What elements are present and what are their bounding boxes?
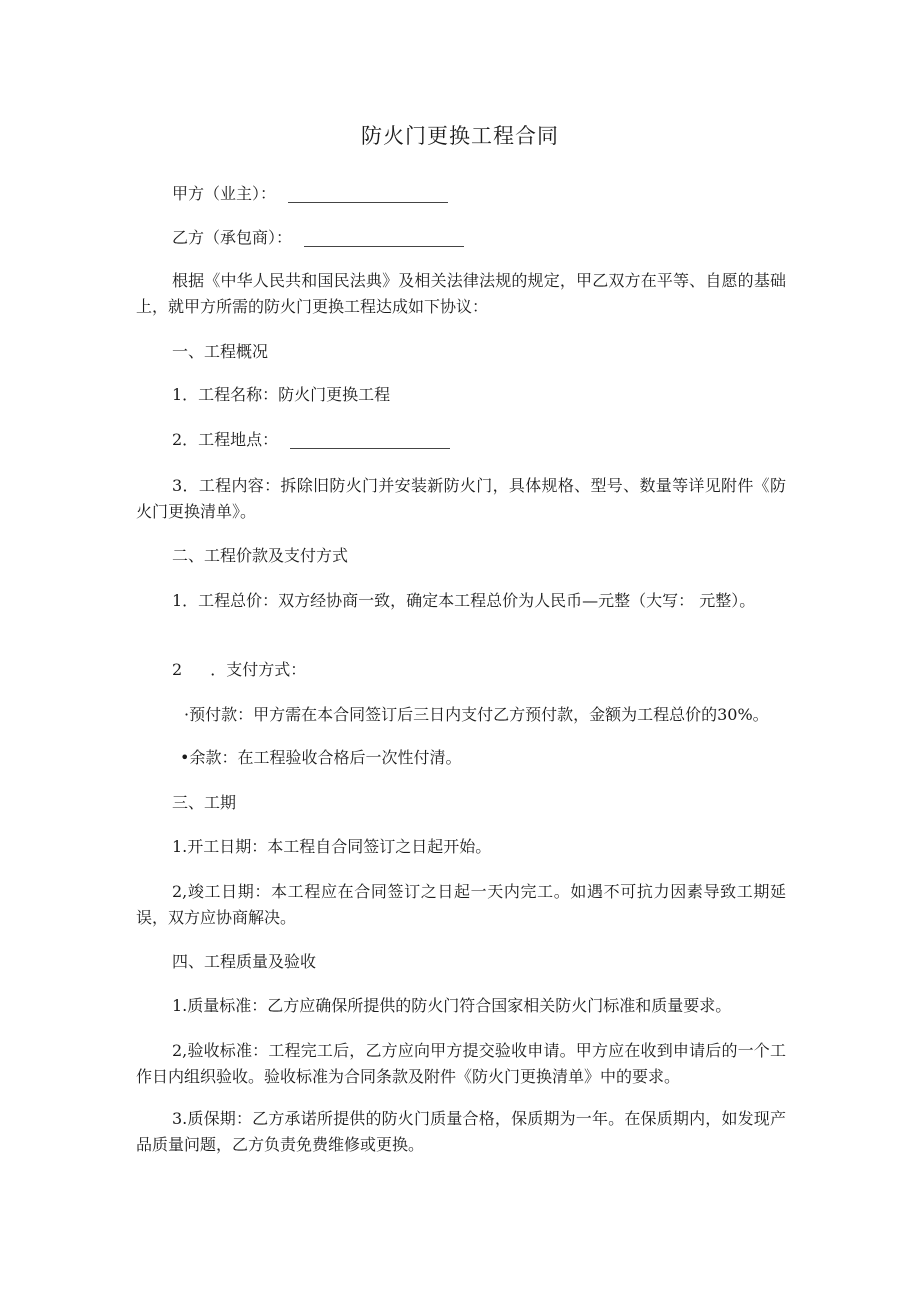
section3-heading: 三、工期: [172, 793, 237, 812]
section3-item2: 2,竣工日期：本工程应在合同签订之日起一天内完工。如遇不可抗力因素导致工期延误，双方应协商解决。: [136, 882, 786, 927]
party-b-line: [172, 225, 464, 251]
party-a-label: 甲方（业主）：: [172, 184, 277, 203]
section4-item2: 2,验收标准：工程完工后，乙方应向甲方提交验收申请。甲方应在收到申请后的一个工作日内组织验收。验收标准为合同条款及附件《防火门更换清单》中的要求。: [136, 1041, 786, 1086]
section2-item1: 1．工程总价：双方经协商一致，确定本工程总价为人民币—元整（大写： 元整）。: [172, 591, 756, 610]
project-location-blank: [290, 432, 450, 449]
project-location-label: 2．工程地点：: [172, 430, 279, 449]
payment-method-label: ．支付方式：: [210, 660, 307, 679]
intro-paragraph: 根据《中华人民共和国民法典》及相关法律法规的规定，甲乙双方在平等、自愿的基础上，就甲方所需的防火门更换工程达成如下协议：: [136, 271, 786, 316]
bullet-balance-payment: •余款：在工程验收合格后一次性付清。: [180, 748, 462, 767]
bullet-advance-payment: ·预付款：甲方需在本合同签订后三日内支付乙方预付款，金额为工程总价的30%。: [184, 705, 769, 724]
document-title: 防火门更换工程合同: [361, 124, 559, 148]
section4-item1: 1.质量标准：乙方应确保所提供的防火门符合国家相关防火门标准和质量要求。: [172, 996, 732, 1015]
section1-item3: 3．工程内容：拆除旧防火门并安装新防火门，具体规格、型号、数量等详见附件《防火门更换清单》。: [136, 476, 786, 521]
party-a-blank: [288, 186, 448, 203]
section2-heading: 二、工程价款及支付方式: [172, 546, 349, 565]
party-a-line: [172, 181, 448, 207]
section1-item1: 1．工程名称：防火门更换工程: [172, 385, 391, 404]
section4-heading: 四、工程质量及验收: [172, 952, 317, 971]
section1-item2: [172, 427, 450, 453]
section4-item3: 3.质保期：乙方承诺所提供的防火门质量合格，保质期为一年。在保质期内，如发现产品质量问题，乙方负责免费维修或更换。: [136, 1109, 786, 1154]
section1-heading: 一、工程概况: [172, 342, 269, 361]
section2-item2: [172, 657, 306, 683]
party-b-blank: [304, 230, 464, 247]
section3-item1: 1.开工日期：本工程自合同签订之日起开始。: [172, 837, 492, 856]
party-b-label: 乙方（承包商）：: [172, 228, 293, 247]
payment-method-number: 2: [172, 660, 183, 679]
